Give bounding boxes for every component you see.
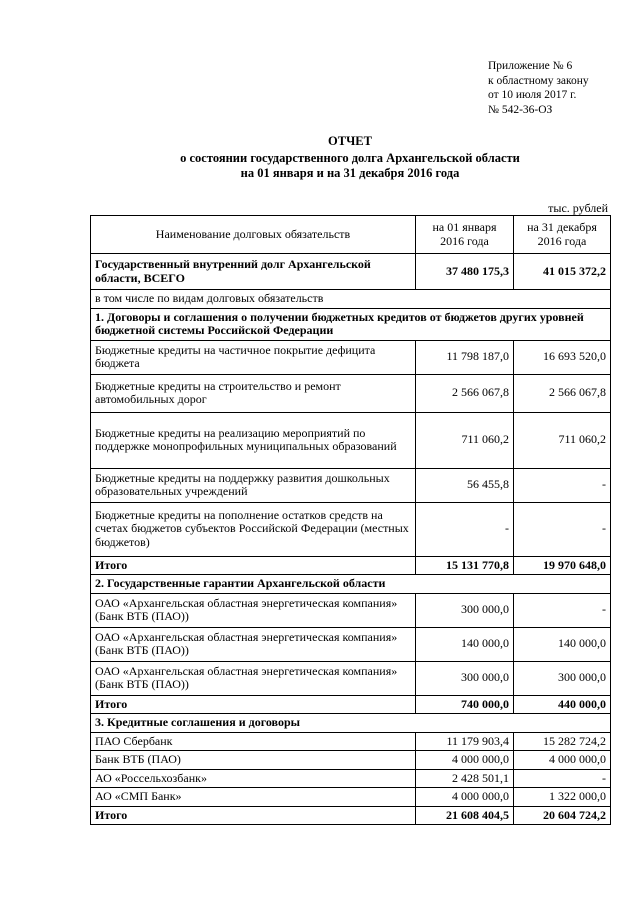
row-value-dec: 20 604 724,2: [514, 806, 611, 825]
row-value-dec: -: [514, 468, 611, 502]
section-header: [91, 308, 611, 340]
title-line: на 01 января и на 31 декабря 2016 года: [240, 166, 460, 180]
row-name: Бюджетные кредиты на реализацию мероприятий по поддержке монопрофильных муниципальных образований: [91, 412, 416, 468]
row-name: Бюджетные кредиты на частичное покрытие дефицита бюджета: [91, 340, 416, 374]
row-name: ОАО «Архангельская областная энергетическая компания» (Банк ВТБ (ПАО)): [91, 627, 416, 661]
row-value-jan: 711 060,2: [416, 412, 514, 468]
row-value-dec: -: [514, 502, 611, 556]
subtotal-row: [91, 695, 611, 714]
appendix-line: к областному закону: [488, 74, 589, 87]
row-value-jan: 11 179 903,4: [416, 732, 514, 751]
row-name: Бюджетные кредиты на поддержку развития дошкольных образовательных учреждений: [91, 468, 416, 502]
report-title: [90, 134, 610, 181]
including-row: [91, 290, 611, 309]
appendix-line: от 10 июля 2017 г.: [488, 89, 577, 101]
section-header: [91, 575, 611, 594]
row-name: Итого: [91, 695, 416, 714]
row-value-jan: 4 000 000,0: [416, 751, 514, 770]
row-value-jan: 2 566 067,8: [416, 374, 514, 412]
table-row: [91, 468, 611, 502]
row-value-jan: 21 608 404,5: [416, 806, 514, 825]
subtotal-row: [91, 806, 611, 825]
row-name: Банк ВТБ (ПАО): [91, 751, 416, 770]
row-value-dec: 15 282 724,2: [514, 732, 611, 751]
row-value-jan: 11 798 187,0: [416, 340, 514, 374]
units-label: тыс. рублей: [548, 201, 608, 215]
table-row: [91, 751, 611, 770]
row-name: ОАО «Архангельская областная энергетическая компания» (Банк ВТБ (ПАО)): [91, 593, 416, 627]
row-value-dec: 19 970 648,0: [514, 556, 611, 575]
row-value-dec: -: [514, 593, 611, 627]
row-name: АО «СМП Банк»: [91, 788, 416, 807]
header-cell: Наименование долговых обязательств: [91, 216, 416, 254]
row-value-jan: 37 480 175,3: [416, 254, 514, 290]
header-cell: на 01 января 2016 года: [416, 216, 514, 254]
row-value-jan: 740 000,0: [416, 695, 514, 714]
row-value-jan: 2 428 501,1: [416, 769, 514, 788]
row-value-jan: 300 000,0: [416, 593, 514, 627]
table-row: [91, 732, 611, 751]
table-row: [91, 340, 611, 374]
header-row: [91, 216, 611, 254]
row-name: ПАО Сбербанк: [91, 732, 416, 751]
table-row: [91, 769, 611, 788]
row-value-dec: 711 060,2: [514, 412, 611, 468]
table-row: [91, 374, 611, 412]
appendix-reference: [488, 59, 628, 117]
row-value-jan: 56 455,8: [416, 468, 514, 502]
table-row: [91, 627, 611, 661]
table-row: [91, 788, 611, 807]
debt-table: [90, 215, 611, 825]
appendix-line: № 542-36-ОЗ: [488, 103, 553, 116]
title-line: о состоянии государственного долга Архангельской области: [180, 151, 520, 165]
row-name: Бюджетные кредиты на строительство и ремонт автомобильных дорог: [91, 374, 416, 412]
row-value-dec: 41 015 372,2: [514, 254, 611, 290]
row-value-dec: -: [514, 769, 611, 788]
appendix-line: Приложение № 6: [488, 60, 573, 72]
row-name: АО «Россельхозбанк»: [91, 769, 416, 788]
row-value-dec: 4 000 000,0: [514, 751, 611, 770]
row-value-dec: 140 000,0: [514, 627, 611, 661]
section-header: [91, 714, 611, 733]
row-value-jan: 15 131 770,8: [416, 556, 514, 575]
row-value-dec: 300 000,0: [514, 661, 611, 695]
total-row: [91, 254, 611, 290]
row-name: Государственный внутренний долг Архангельской области, ВСЕГО: [91, 254, 416, 290]
section-title: 2. Государственные гарантии Архангельской области: [91, 575, 611, 594]
row-value-dec: 440 000,0: [514, 695, 611, 714]
table-row: [91, 593, 611, 627]
including-label: в том числе по видам долговых обязательств: [91, 290, 611, 309]
row-value-jan: 300 000,0: [416, 661, 514, 695]
row-value-dec: 1 322 000,0: [514, 788, 611, 807]
section-title: 1. Договоры и соглашения о получении бюджетных кредитов от бюджетов других уровней бюджетной системы Российской Федерации: [91, 308, 611, 340]
row-value-dec: 16 693 520,0: [514, 340, 611, 374]
subtotal-row: [91, 556, 611, 575]
section-title: 3. Кредитные соглашения и договоры: [91, 714, 611, 733]
header-cell: на 31 декабря 2016 года: [514, 216, 611, 254]
table-row: [91, 661, 611, 695]
title-line: ОТЧЕТ: [328, 134, 372, 148]
row-name: Итого: [91, 556, 416, 575]
table-row: [91, 502, 611, 556]
row-value-jan: 140 000,0: [416, 627, 514, 661]
row-name: ОАО «Архангельская областная энергетическая компания» (Банк ВТБ (ПАО)): [91, 661, 416, 695]
row-value-jan: -: [416, 502, 514, 556]
row-value-jan: 4 000 000,0: [416, 788, 514, 807]
row-name: Итого: [91, 806, 416, 825]
table-row: [91, 412, 611, 468]
row-name: Бюджетные кредиты на пополнение остатков средств на счетах бюджетов субъектов Российской Федерации (местных бюджетов): [91, 502, 416, 556]
row-value-dec: 2 566 067,8: [514, 374, 611, 412]
